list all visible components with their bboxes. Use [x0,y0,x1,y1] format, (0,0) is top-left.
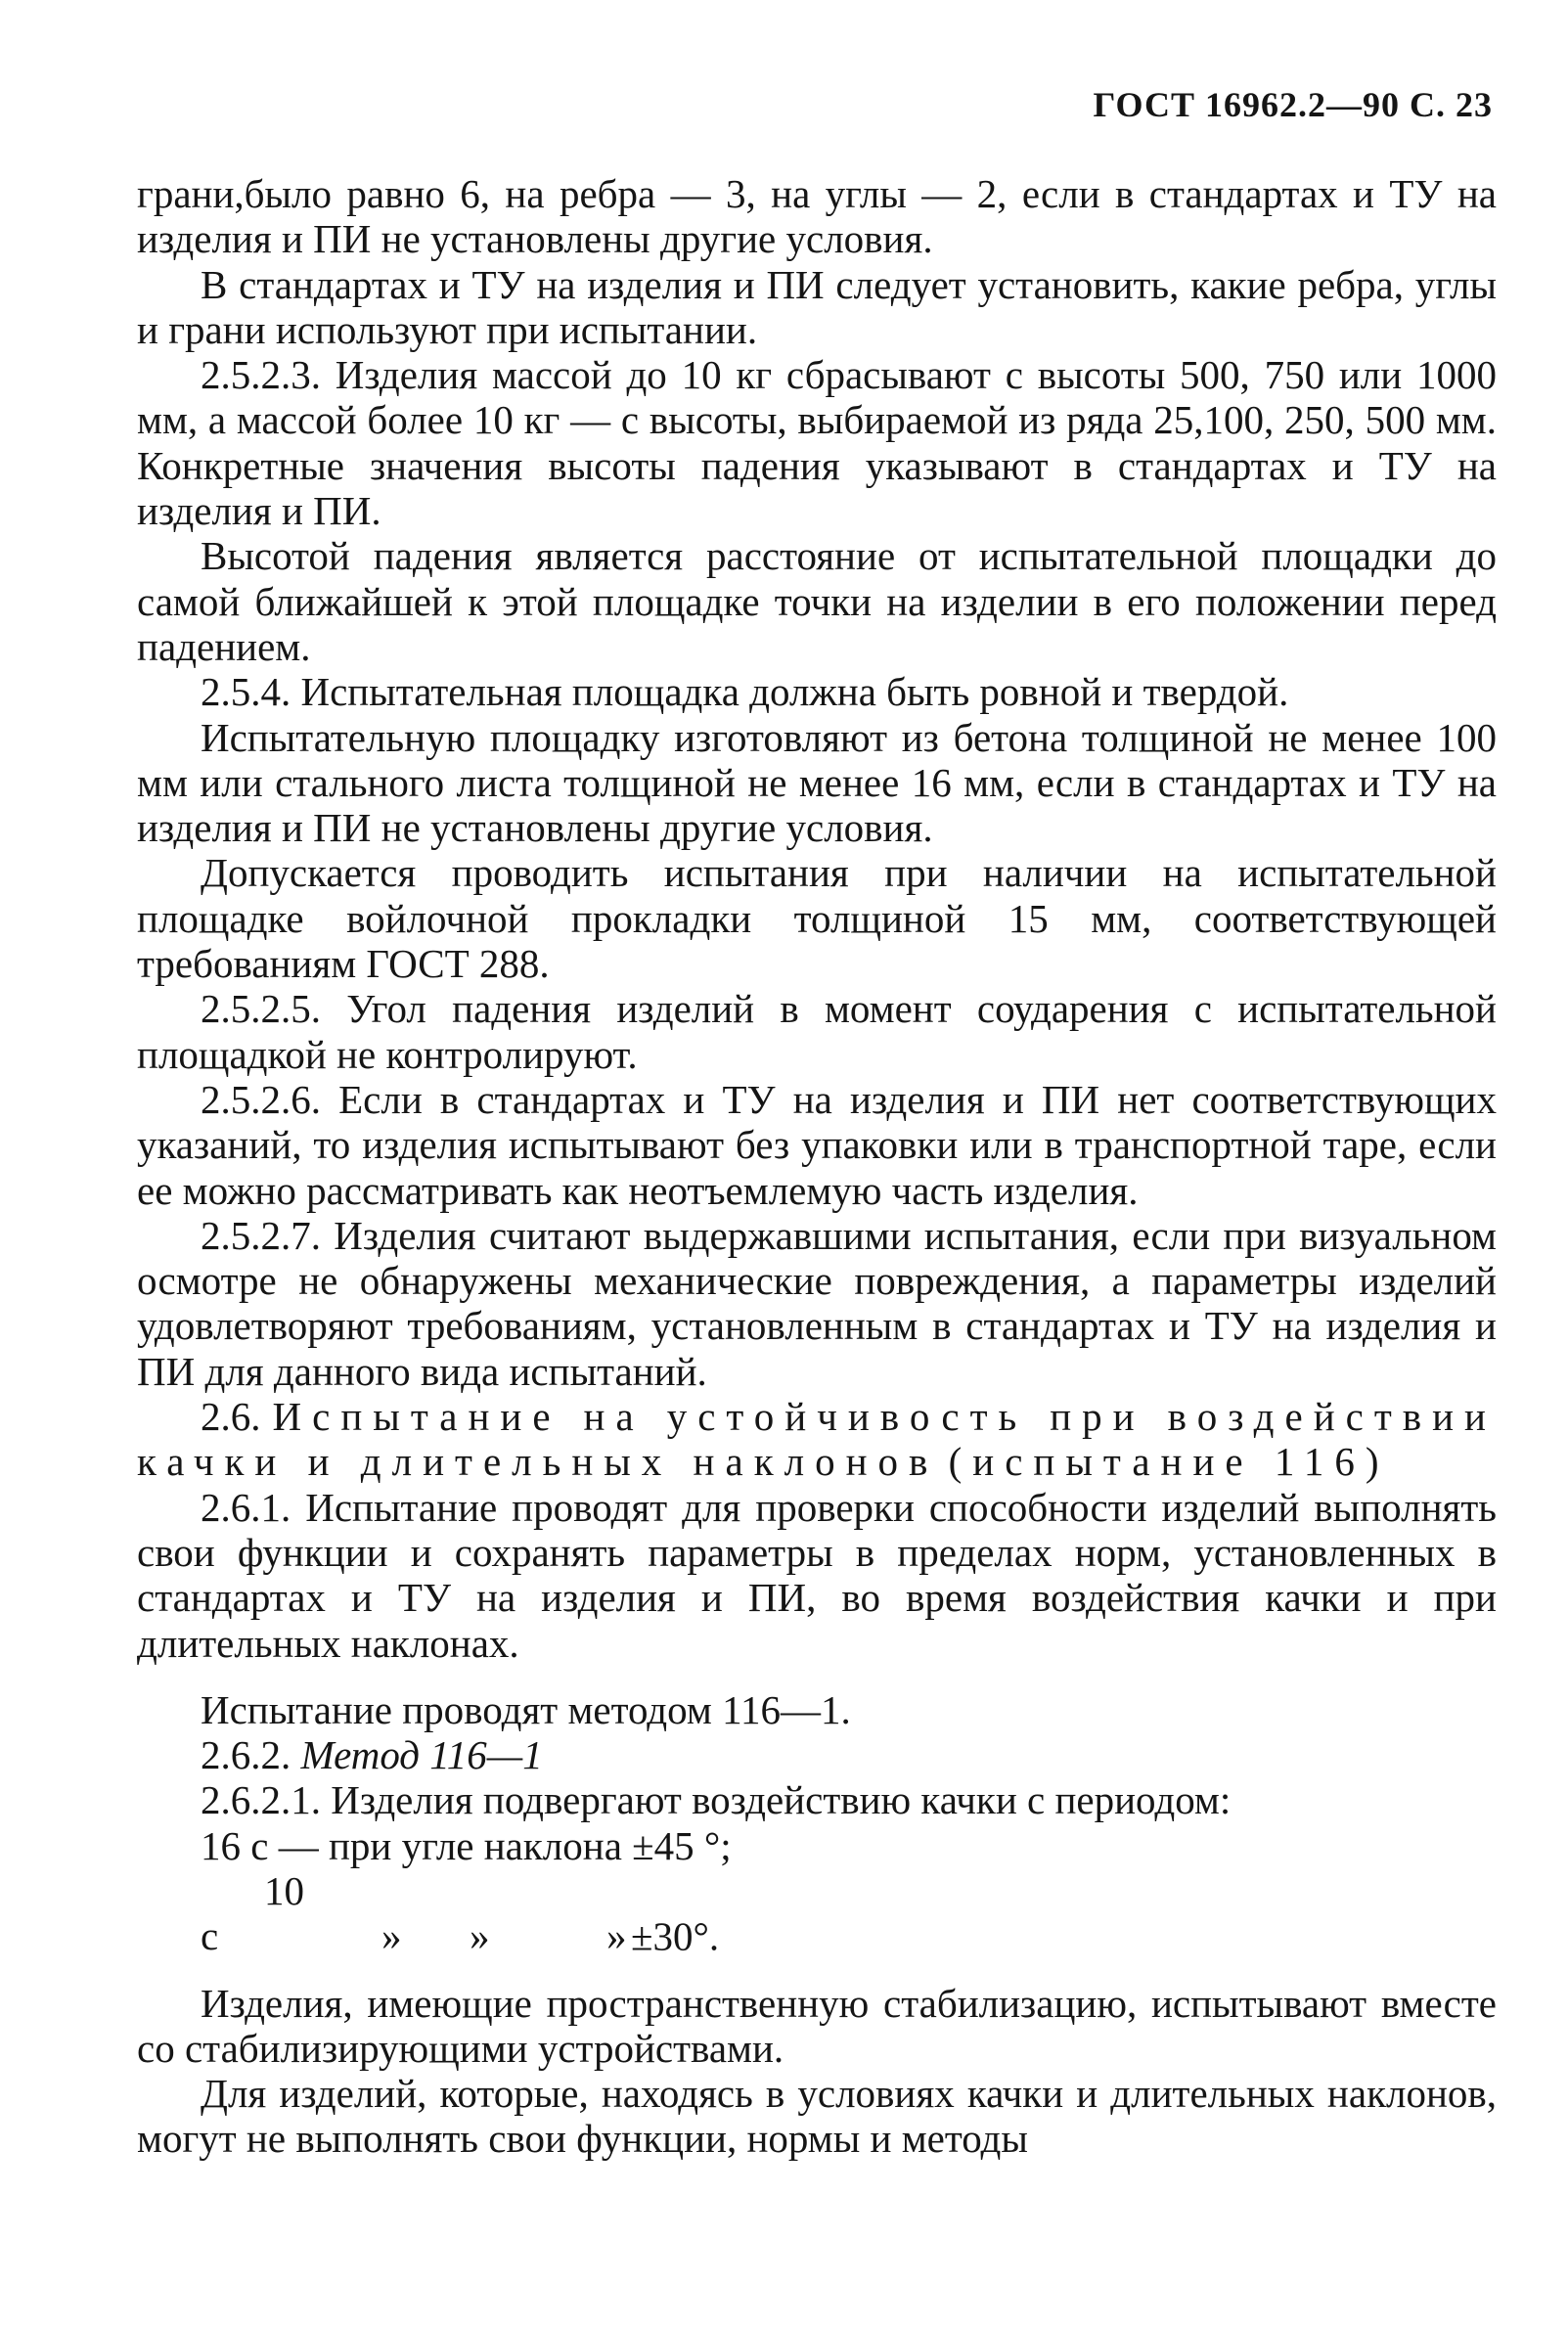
paragraph: В стандартах и ТУ на изделия и ПИ следует установить, какие ребра, углы и грани используют при испытании. [137,261,1497,352]
swing-angle: ±30°. [631,1913,720,1959]
section-heading [137,1394,1497,1485]
paragraph: 2.6.2.1. Изделия подвергают воздействию качки с периодом: [201,1777,1232,1823]
swing-period: 16 с [201,1822,269,1868]
body-text [137,171,1497,2162]
ditto-mark: » [470,1913,490,1959]
section-number: 2.6. [201,1394,261,1440]
paragraph: Допускается проводить испытания при наличии на испытательной площадке войлочной прокладки толщиной 15 мм, соответствующей требованиям ГОСТ 288. [137,850,1497,987]
paragraph: 2.5.2.7. Изделия считают выдержавшими испытания, если при визуальном осмотре не обнаружены механические повреждения, а параметры изделий удовлетворяют требованиям, установленным в стандартах и ТУ на изделия и ПИ для данного вида испытаний. [137,1212,1497,1394]
paragraph: 2.5.2.3. Изделия массой до 10 кг сбрасывают с высоты 500, 750 или 1000 мм, а массой более 10 кг — с высоты, выбираемой из ряда 25,100, 250, 500 мм. Конкретные значения высоты падения указывают в стандартах и ТУ на изделия и ПИ. [137,352,1497,534]
paragraph: 2.5.2.5. Угол падения изделий в момент соударения с испытательной площадкой не контролируют. [137,986,1497,1077]
paragraph: Испытание проводят методом 116—1. [201,1686,851,1732]
paragraph: 2.6.1. Испытание проводят для проверки способности изделий выполнять свои функции и сохранять параметры в пределах норм, установленных в стандартах и ТУ на изделия и ПИ, во время воздействия качки и при длительных наклонах. [137,1484,1497,1666]
ditto-mark: » [606,1913,627,1959]
section-suffix: (испытание 116) [948,1439,1390,1485]
paragraph: Испытательную площадку изготовляют из бетона толщиной не менее 100 мм или стального листа толщиной не менее 16 мм, если в стандартах и ТУ на изделия и ПИ не установлены другие условия. [137,714,1497,851]
method-heading [137,1732,1497,1777]
swing-row [137,1823,1497,1868]
paragraph: 2.5.4. Испытательная площадка должна быть ровной и твердой. [201,669,1289,715]
page-number: С. 23 [1410,85,1493,124]
swing-text: — при угле наклона ±45 °; [278,1822,732,1868]
paragraph: Для изделий, которые, находясь в условиях качки и длительных наклонов, могут не выполнять свои функции, нормы и методы [137,2071,1497,2162]
paragraph: Высотой падения является расстояние от испытательной площадки до самой ближайшей к этой площадке точки на изделии в его положении перед падением. [137,533,1497,669]
page-header [1094,84,1493,125]
paragraph: Изделия, имеющие пространственную стабилизацию, испытывают вместе со стабилизирующими устройствами. [137,1980,1497,2071]
method-name: Метод 116—1 [300,1732,543,1778]
section-title: Испытание на устойчивость при воздействии качки и длительных наклонов [137,1394,1498,1485]
swing-period: 10 с [201,1867,304,1959]
method-number: 2.6.2. [201,1732,291,1778]
ditto-mark: » [381,1913,402,1959]
swing-row [137,1868,1497,1959]
paragraph: грани,было равно 6, на ребра — 3, на углы — 2, если в стандартах и ТУ на изделия и ПИ не установлены другие условия. [137,171,1497,262]
paragraph: 2.5.2.6. Если в стандартах и ТУ на изделия и ПИ нет соответствующих указаний, то изделия испытывают без упаковки или в транспортной таре, если ее можно рассматривать как неотъемлемую часть изделия. [137,1076,1497,1213]
standard-number: ГОСТ 16962.2—90 [1093,85,1400,124]
